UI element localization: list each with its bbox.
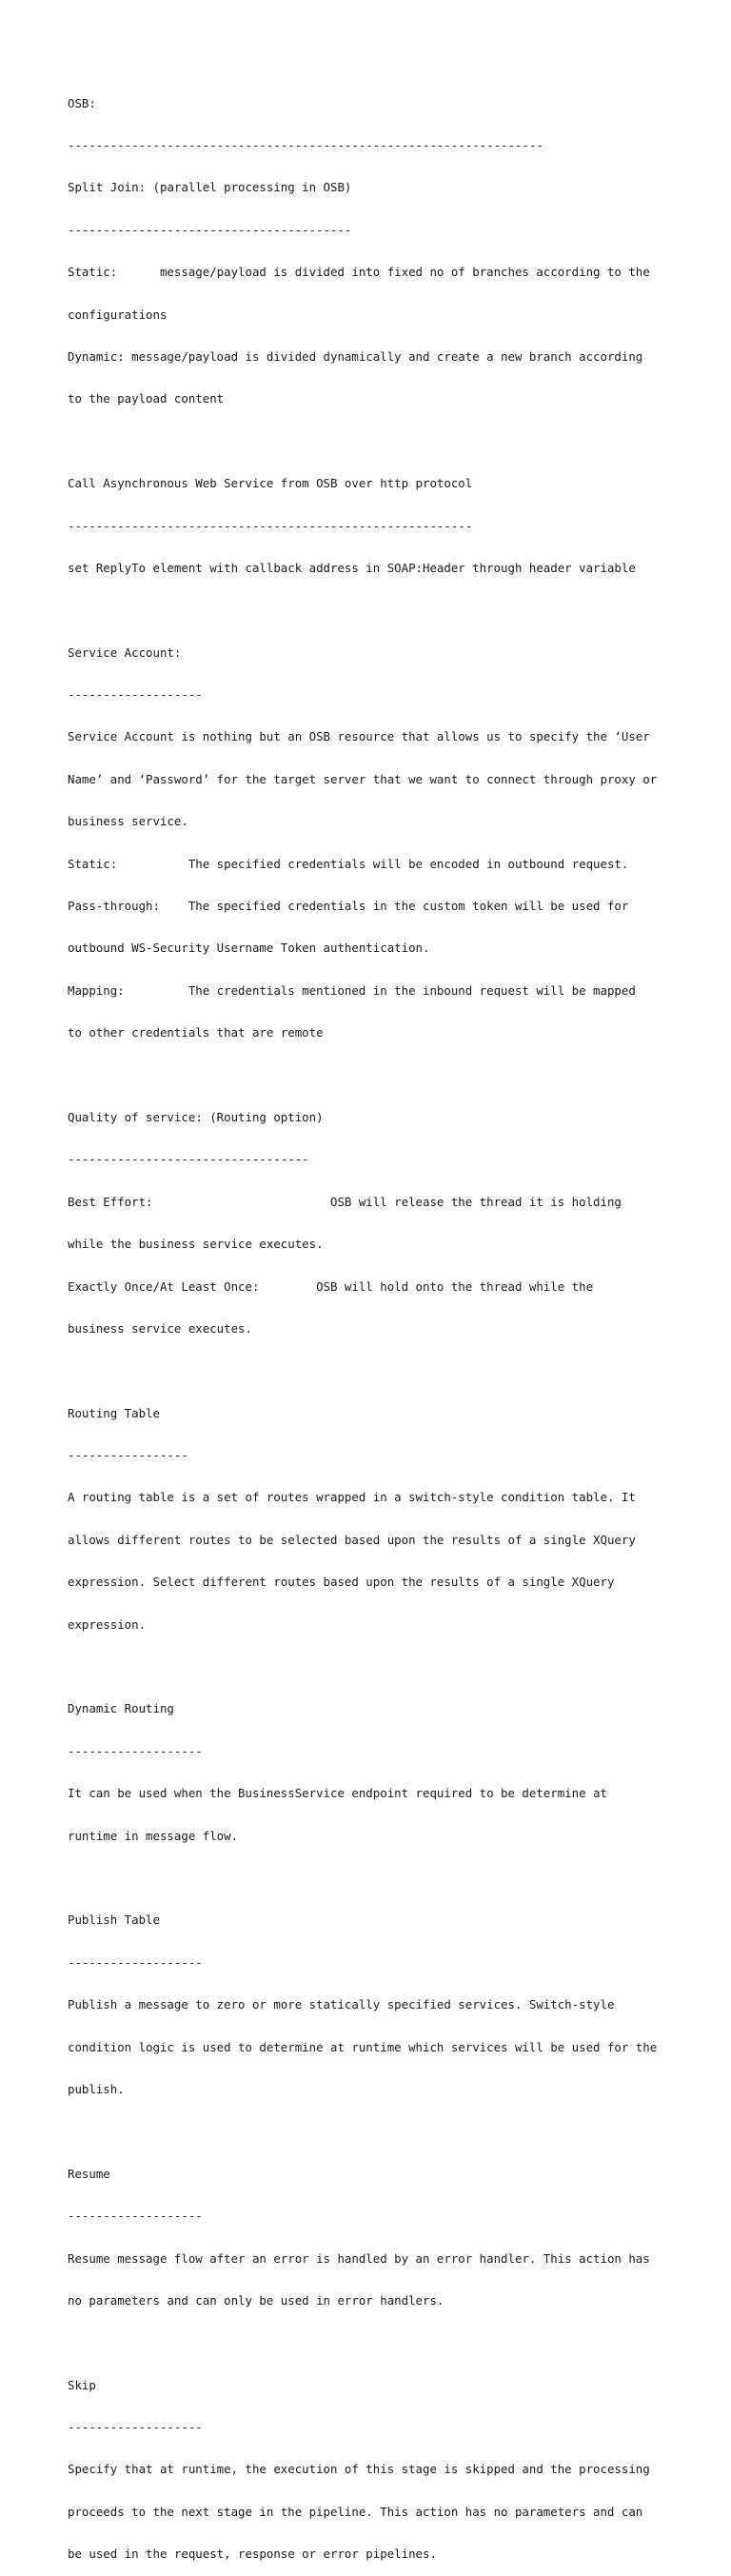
text-line: expression. Select different routes based upon the results of a single XQuery <box>68 1575 615 1590</box>
text-line: Name’ and ‘Password’ for the target server that we want to connect through proxy or <box>68 771 658 786</box>
heading-routing-table: Routing Table <box>68 1405 160 1420</box>
text-line: to other credentials that are remote <box>68 1025 324 1040</box>
text-line: Static: message/payload is divided into fixed no of branches according to the <box>68 265 650 280</box>
blank-line <box>68 1872 715 1886</box>
text-line: Service Account is nothing but an OSB resource that allows us to specify the ‘User <box>68 729 650 744</box>
divider: ------------------- <box>68 687 203 703</box>
text-line: configurations <box>68 307 168 322</box>
text-line: Pass-through: The specified credentials in the custom token will be used for <box>68 899 629 914</box>
text-line: set ReplyTo element with callback address in SOAP:Header through header variable <box>68 560 636 575</box>
heading-dynamic-routing: Dynamic Routing <box>68 1701 174 1716</box>
text-line: runtime in message flow. <box>68 1828 239 1843</box>
blank-line <box>68 1364 715 1378</box>
text-line: Best Effort: OSB will release the thread it is holding <box>68 1194 622 1209</box>
blank-line <box>68 2125 715 2139</box>
heading-split-join: Split Join: (parallel processing in OSB) <box>68 180 352 195</box>
divider: --------------------------------------------------------- <box>68 518 473 533</box>
blank-line <box>68 435 715 449</box>
text-line: outbound WS-Security Username Token authentication. <box>68 941 430 956</box>
divider: ------------------- <box>68 1954 203 1970</box>
heading-quality-of-service: Quality of service: (Routing option) <box>68 1109 324 1124</box>
text-line: Exactly Once/At Least Once: OSB will hold onto the thread while the <box>68 1278 594 1294</box>
divider: ---------------------------------- <box>68 1152 309 1167</box>
text-line: business service executes. <box>68 1320 252 1336</box>
blank-line <box>68 1069 715 1083</box>
text-line: Specify that at runtime, the execution of this stage is skipped and the processing <box>68 2462 650 2477</box>
text-line: be used in the request, response or error pipelines. <box>68 2546 437 2562</box>
heading-service-account: Service Account: <box>68 644 182 660</box>
text-line: It can be used when the BusinessService endpoint required to be determine at <box>68 1786 607 1801</box>
text-line: proceeds to the next stage in the pipeline. This action has no parameters and can <box>68 2504 643 2519</box>
heading-resume: Resume <box>68 2166 110 2181</box>
blank-line <box>68 604 715 618</box>
document-page <box>68 69 715 2576</box>
text-line: business service. <box>68 814 188 829</box>
divider: ------------------- <box>68 1743 203 1758</box>
divider: ------------------------------------------------------------------- <box>68 137 543 152</box>
text-line: A routing table is a set of routes wrapped in a switch-style condition table. It <box>68 1490 636 1505</box>
blank-line <box>68 2336 715 2350</box>
text-line: allows different routes to be selected based upon the results of a single XQuery <box>68 1532 636 1547</box>
text-line: to the payload content <box>68 391 225 406</box>
text-line: Mapping: The credentials mentioned in the inbound request will be mapped <box>68 982 636 998</box>
text-line: Resume message flow after an error is handled by an error handler. This action has <box>68 2250 650 2266</box>
divider: ------------------- <box>68 2209 203 2224</box>
heading-call-async: Call Asynchronous Web Service from OSB over http protocol <box>68 476 473 491</box>
text-line: no parameters and can only be used in error handlers. <box>68 2292 445 2308</box>
text-line: expression. <box>68 1616 147 1632</box>
heading-osb: OSB: <box>68 95 96 110</box>
text-line: publish. <box>68 2081 125 2096</box>
text-line: Static: The specified credentials will be encoded in outbound request. <box>68 856 629 871</box>
text-line: while the business service executes. <box>68 1237 324 1252</box>
heading-skip: Skip <box>68 2377 96 2392</box>
text-line: Publish a message to zero or more statically specified services. Switch-style <box>68 1997 615 2012</box>
heading-publish-table: Publish Table <box>68 1912 160 1928</box>
text-line: condition logic is used to determine at runtime which services will be used for the <box>68 2039 658 2054</box>
divider: ----------------- <box>68 1448 188 1463</box>
divider: ---------------------------------------- <box>68 222 352 237</box>
text-line: Dynamic: message/payload is divided dynamically and create a new branch according <box>68 348 643 364</box>
divider: ------------------- <box>68 2420 203 2435</box>
blank-line <box>68 1660 715 1674</box>
